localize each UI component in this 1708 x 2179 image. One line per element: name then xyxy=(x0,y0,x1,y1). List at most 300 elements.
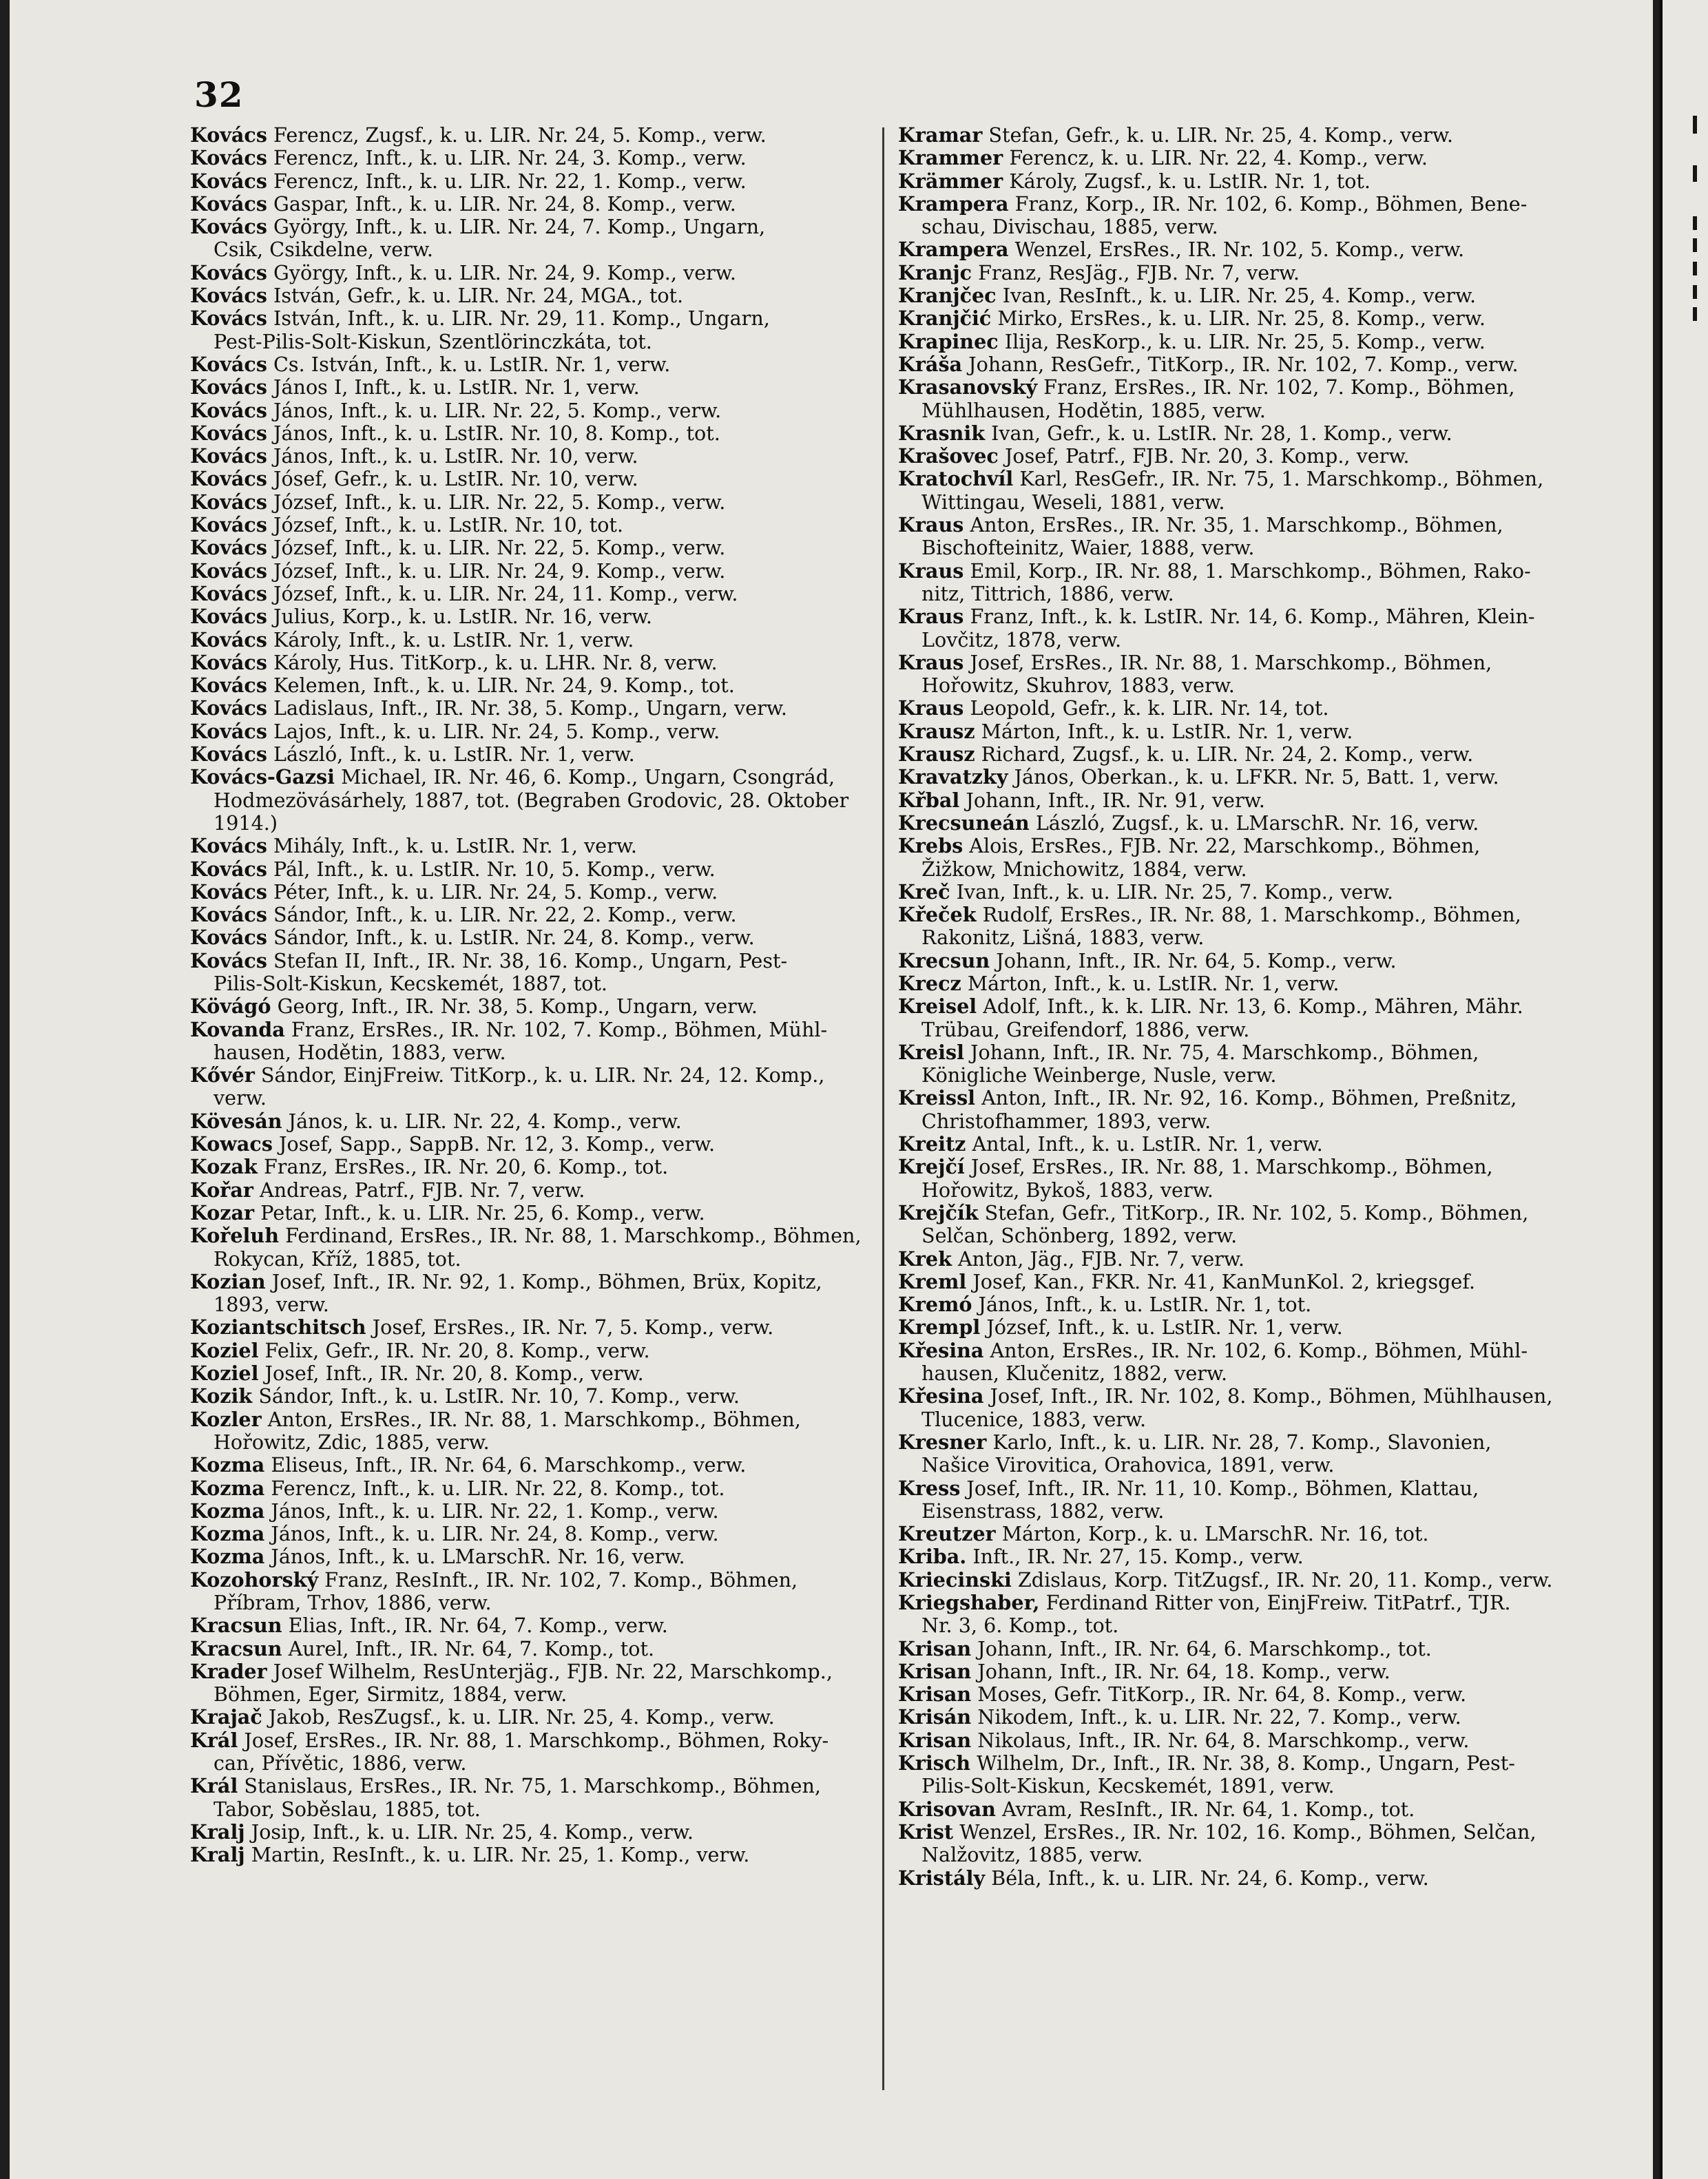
list-entry xyxy=(898,1867,1580,1890)
entry-details: Richard, Zugsf., k. u. LIR. Nr. 24, 2. Komp., verw. xyxy=(981,743,1474,767)
list-entry xyxy=(190,1729,872,1775)
entry-details: Károly, Hus. TitKorp., k. u. LHR. Nr. 8, verw. xyxy=(273,651,718,674)
list-entry xyxy=(190,147,872,169)
entry-surname: Kovács xyxy=(190,582,267,605)
entry-details: Nikodem, Inft., k. u. LIR. Nr. 22, 7. Komp., verw. xyxy=(977,1706,1461,1729)
entry-surname: Krejčík xyxy=(898,1201,979,1224)
entry-surname: Kracsun xyxy=(190,1614,282,1638)
list-entry xyxy=(898,1798,1580,1821)
list-entry xyxy=(898,238,1580,261)
list-entry xyxy=(898,284,1580,307)
list-entry xyxy=(190,399,872,422)
entry-details: Moses, Gefr. TitKorp., IR. Nr. 64, 8. Komp., verw. xyxy=(977,1683,1467,1707)
entry-details: János, Inft., k. u. LIR. Nr. 22, 1. Komp., verw. xyxy=(271,1499,719,1523)
entry-surname: Kovács xyxy=(190,261,267,284)
entry-surname: Kovács xyxy=(190,421,267,445)
entry-details: Lajos, Inft., k. u. LIR. Nr. 24, 5. Komp., verw. xyxy=(273,720,720,743)
entry-continuation: Nr. 3, 6. Komp., tot. xyxy=(921,1614,1119,1638)
entry-surname: Kovács xyxy=(190,376,267,399)
entry-surname: Krist xyxy=(898,1820,954,1844)
entry-details: Michael, IR. Nr. 46, 6. Komp., Ungarn, Csongrád, xyxy=(341,766,835,789)
list-entry xyxy=(190,216,872,262)
list-entry xyxy=(190,904,872,926)
entry-continuation: Mühlhausen, Hodětin, 1885, verw. xyxy=(921,398,1266,422)
entry-surname: Kozler xyxy=(190,1408,262,1431)
entry-surname: Kovács xyxy=(190,926,267,950)
entry-details: Josef, ErsRes., IR. Nr. 88, 1. Marschkomp., Böhmen, xyxy=(970,651,1492,674)
list-entry xyxy=(898,835,1580,881)
list-entry xyxy=(898,605,1580,651)
entry-surname: Krisan xyxy=(898,1660,972,1683)
entry-details: György, Inft., k. u. LIR. Nr. 24, 9. Komp., verw. xyxy=(273,261,736,284)
list-entry xyxy=(898,1041,1580,1087)
entry-details: Emil, Korp., IR. Nr. 88, 1. Marschkomp., Böhmen, Rako- xyxy=(970,559,1531,583)
entry-surname: Kovács xyxy=(190,147,267,170)
entry-details: János, Oberkan., k. u. LFKR. Nr. 5, Batt. 1, verw. xyxy=(1014,766,1499,789)
list-entry xyxy=(898,124,1580,147)
entry-surname: Kovács xyxy=(190,743,267,767)
entry-details: János, Inft., k. u. LstIR. Nr. 10, 8. Komp., tot. xyxy=(273,421,720,445)
entry-details: Josip, Inft., k. u. LIR. Nr. 25, 4. Komp., verw. xyxy=(251,1820,694,1844)
entry-surname: Krisán xyxy=(898,1706,972,1729)
entry-continuation: nitz, Tittrich, 1886, verw. xyxy=(921,581,1174,605)
entry-surname: Kovács xyxy=(190,124,267,147)
entry-details: József, Inft., k. u. LIR. Nr. 22, 5. Komp., verw. xyxy=(273,490,726,514)
left-column xyxy=(190,124,872,1867)
entry-continuation: Csik, Csikdelne, verw. xyxy=(214,238,434,262)
list-entry xyxy=(190,170,872,193)
list-entry xyxy=(190,995,872,1018)
list-entry xyxy=(190,1844,872,1866)
entry-details: Josef, ErsRes., IR. Nr. 88, 1. Marschkomp., Böhmen, Roky- xyxy=(244,1729,829,1752)
entry-details: Antal, Inft., k. u. LstIR. Nr. 1, verw. xyxy=(972,1133,1323,1156)
list-entry xyxy=(898,1592,1580,1638)
entry-surname: Kovács xyxy=(190,880,267,904)
entry-details: Ferencz, Zugsf., k. u. LIR. Nr. 24, 5. Komp., verw. xyxy=(273,124,767,147)
entry-continuation: Bischofteinitz, Waier, 1888, verw. xyxy=(921,536,1255,560)
entry-surname: Kozian xyxy=(190,1270,266,1293)
list-entry xyxy=(190,1179,872,1202)
entry-details: Ivan, Inft., k. u. LIR. Nr. 25, 7. Komp., verw. xyxy=(956,880,1393,904)
entry-details: Johann, Inft., IR. Nr. 75, 4. Marschkomp., Böhmen, xyxy=(970,1041,1479,1064)
entry-surname: Křesina xyxy=(898,1385,984,1408)
list-entry xyxy=(190,353,872,376)
page-number: 32 xyxy=(194,74,244,115)
entry-details: Johann, Inft., IR. Nr. 91, verw. xyxy=(966,789,1265,812)
entry-details: Eliseus, Inft., IR. Nr. 64, 6. Marschkomp., verw. xyxy=(271,1454,747,1477)
entry-surname: Krebs xyxy=(898,835,964,858)
list-entry xyxy=(190,583,872,605)
list-entry xyxy=(190,1821,872,1844)
list-entry xyxy=(898,1752,1580,1798)
list-entry xyxy=(898,720,1580,743)
entry-details: László, Inft., k. u. LstIR. Nr. 1, verw. xyxy=(273,743,635,767)
entry-surname: Kovács xyxy=(190,307,267,331)
list-entry xyxy=(898,1729,1580,1752)
list-entry xyxy=(190,1362,872,1385)
list-entry xyxy=(898,1133,1580,1156)
entry-surname: Kravatzky xyxy=(898,766,1008,789)
list-entry xyxy=(898,1316,1580,1339)
entry-surname: Kovács xyxy=(190,192,267,216)
entry-surname: Krek xyxy=(898,1247,952,1271)
list-entry xyxy=(898,1431,1580,1477)
entry-surname: Krisan xyxy=(898,1729,972,1752)
entry-surname: Kovács xyxy=(190,514,267,537)
entry-details: József, Inft., k. u. LIR. Nr. 22, 5. Komp., verw. xyxy=(273,536,726,560)
entry-surname: Krasanovský xyxy=(898,376,1038,399)
entry-continuation: Wittingau, Weseli, 1881, verw. xyxy=(921,490,1225,514)
list-entry xyxy=(190,720,872,743)
entry-details: György, Inft., k. u. LIR. Nr. 24, 7. Komp., Ungarn, xyxy=(273,216,766,239)
list-entry xyxy=(898,1087,1580,1133)
entry-surname: Krämmer xyxy=(898,169,1003,193)
next-page-text-fragment xyxy=(1693,116,1697,134)
entry-surname: Kráša xyxy=(898,353,963,376)
entry-surname: Krisovan xyxy=(898,1797,996,1821)
entry-surname: Krader xyxy=(190,1660,267,1683)
entry-surname: Kővér xyxy=(190,1064,255,1087)
entry-surname: Kovács xyxy=(190,651,267,674)
entry-details: Sándor, Inft., k. u. LstIR. Nr. 24, 8. Komp., verw. xyxy=(273,926,755,950)
list-entry xyxy=(190,1775,872,1821)
entry-details: Anton, Inft., IR. Nr. 92, 16. Komp., Böhmen, Preßnitz, xyxy=(981,1087,1517,1110)
next-page-text-fragment xyxy=(1693,307,1697,321)
list-entry xyxy=(190,124,872,147)
document-page xyxy=(10,0,1653,2179)
entry-continuation: Rokycan, Kříž, 1885, tot. xyxy=(214,1247,461,1271)
list-entry xyxy=(898,376,1580,422)
next-page-text-fragment xyxy=(1693,285,1697,299)
list-entry xyxy=(898,789,1580,812)
entry-details: Stefan II, Inft., IR. Nr. 38, 16. Komp., Ungarn, Pest- xyxy=(273,949,788,972)
entry-continuation: hausen, Klučenitz, 1882, verw. xyxy=(921,1362,1228,1386)
entry-surname: Kramar xyxy=(898,124,983,147)
next-page-edge xyxy=(1660,0,1708,2179)
entry-details: Karlo, Inft., k. u. LIR. Nr. 28, 7. Komp., Slavonien, xyxy=(992,1430,1492,1454)
list-entry xyxy=(190,1019,872,1065)
entry-details: János, Inft., k. u. LIR. Nr. 22, 5. Komp., verw. xyxy=(273,399,722,422)
list-entry xyxy=(190,950,872,996)
list-entry xyxy=(190,536,872,559)
entry-details: Ferencz, Inft., k. u. LIR. Nr. 22, 8. Komp., tot. xyxy=(271,1477,725,1500)
list-entry xyxy=(190,514,872,536)
list-entry xyxy=(190,1454,872,1477)
entry-continuation: Königliche Weinberge, Nusle, verw. xyxy=(921,1063,1277,1087)
list-entry xyxy=(898,995,1580,1041)
entry-details: Johann, Inft., IR. Nr. 64, 6. Marschkomp., tot. xyxy=(977,1637,1432,1660)
entry-details: Ferencz, Inft., k. u. LIR. Nr. 22, 1. Komp., verw. xyxy=(273,169,747,193)
entry-surname: Kreisl xyxy=(898,1041,964,1064)
entry-details: Franz, ErsRes., IR. Nr. 20, 6. Komp., tot. xyxy=(263,1156,669,1179)
next-page-text-fragment xyxy=(1693,238,1697,252)
entry-details: Anton, Jäg., FJB. Nr. 7, verw. xyxy=(958,1247,1244,1271)
entry-surname: Krasnik xyxy=(898,421,986,445)
entry-surname: Kreisel xyxy=(898,995,977,1019)
list-entry xyxy=(190,1156,872,1178)
entry-details: Josef, Inft., IR. Nr. 92, 1. Komp., Böhmen, Brüx, Kopitz, xyxy=(271,1270,822,1293)
entry-details: Franz, ResJäg., FJB. Nr. 7, verw. xyxy=(978,261,1300,284)
list-entry xyxy=(190,1133,872,1156)
entry-surname: Kreissl xyxy=(898,1087,976,1110)
list-entry xyxy=(190,193,872,216)
list-entry xyxy=(898,1638,1580,1660)
entry-surname: Krašovec xyxy=(898,445,999,468)
entry-surname: Kozohorský xyxy=(190,1568,319,1592)
entry-surname: Kovács xyxy=(190,216,267,239)
list-entry xyxy=(898,1202,1580,1248)
entry-details: József, Inft., k. u. LIR. Nr. 24, 9. Komp., verw. xyxy=(273,559,726,583)
entry-surname: Kövágó xyxy=(190,995,271,1019)
entry-details: János, Inft., k. u. LstIR. Nr. 1, tot. xyxy=(978,1293,1312,1317)
list-entry xyxy=(898,904,1580,950)
list-entry xyxy=(898,1523,1580,1545)
list-entry xyxy=(898,1385,1580,1431)
entry-continuation: Trübau, Greifendorf, 1886, verw. xyxy=(921,1017,1250,1041)
entry-surname: Krecsuneán xyxy=(898,811,1030,835)
entry-surname: Kovács xyxy=(190,857,267,881)
entry-details: László, Zugsf., k. u. LMarschR. Nr. 16, verw. xyxy=(1035,811,1479,835)
entry-continuation: Tabor, Soběslau, 1885, tot. xyxy=(214,1797,481,1821)
list-entry xyxy=(190,422,872,445)
list-entry xyxy=(898,950,1580,972)
entry-details: Josef, Sapp., SappB. Nr. 12, 3. Komp., verw. xyxy=(279,1133,716,1156)
entry-details: Márton, Korp., k. u. LMarschR. Nr. 16, tot. xyxy=(1001,1523,1429,1546)
entry-surname: Kress xyxy=(898,1477,961,1500)
entry-surname: Kreutzer xyxy=(898,1523,996,1546)
entry-surname: Kratochvíl xyxy=(898,468,1014,491)
entry-surname: Kriecinski xyxy=(898,1568,1012,1592)
entry-surname: Kraus xyxy=(898,651,964,674)
entry-surname: Kovács xyxy=(190,536,267,560)
entry-details: Josef, ErsRes., IR. Nr. 7, 5. Komp., verw. xyxy=(372,1316,774,1339)
entry-surname: Kovács xyxy=(190,697,267,720)
list-entry xyxy=(898,1545,1580,1568)
entry-surname: Kozar xyxy=(190,1201,255,1224)
entry-details: József, Inft., k. u. LstIR. Nr. 10, tot. xyxy=(273,514,624,537)
entry-details: József, Inft., k. u. LstIR. Nr. 1, verw. xyxy=(986,1316,1343,1339)
entry-details: Mihály, Inft., k. u. LstIR. Nr. 1, verw. xyxy=(273,835,637,858)
entry-details: Stefan, Gefr., k. u. LIR. Nr. 25, 4. Komp., verw. xyxy=(988,124,1453,147)
entry-continuation: Böhmen, Eger, Sirmitz, 1884, verw. xyxy=(214,1682,567,1707)
entry-surname: Kořar xyxy=(190,1178,253,1202)
entry-surname: Král xyxy=(190,1775,238,1798)
list-entry xyxy=(898,1821,1580,1867)
entry-details: Johann, ResGefr., TitKorp., IR. Nr. 102, 7. Komp., verw. xyxy=(968,353,1519,376)
entry-continuation: 1893, verw. xyxy=(214,1293,329,1317)
entry-details: Ferdinand, ErsRes., IR. Nr. 88, 1. Marschkomp., Böhmen, xyxy=(285,1224,862,1248)
entry-continuation: Hořowitz, Zdic, 1885, verw. xyxy=(214,1430,490,1454)
entry-surname: Krampera xyxy=(898,238,1009,262)
entry-details: Franz, ErsRes., IR. Nr. 102, 7. Komp., Böhmen, Mühl- xyxy=(291,1018,828,1041)
entry-continuation: Pest-Pilis-Solt-Kiskun, Szentlörinczkáta, tot. xyxy=(214,329,652,353)
list-entry xyxy=(190,1500,872,1523)
list-entry xyxy=(898,1569,1580,1592)
list-entry xyxy=(898,307,1580,330)
entry-details: Zdislaus, Korp. TitZugsf., IR. Nr. 20, 11. Komp., verw. xyxy=(1017,1568,1553,1592)
list-entry xyxy=(190,629,872,651)
entry-details: Kelemen, Inft., k. u. LIR. Nr. 24, 9. Komp., tot. xyxy=(273,674,735,698)
entry-surname: Kozma xyxy=(190,1545,265,1569)
entry-surname: Kovács xyxy=(190,468,267,491)
entry-details: Josef, Kan., FKR. Nr. 41, KanMunKol. 2, kriegsgef. xyxy=(972,1270,1475,1293)
entry-details: Andreas, Patrf., FJB. Nr. 7, verw. xyxy=(260,1178,585,1202)
entry-details: Georg, Inft., IR. Nr. 38, 5. Komp., Ungarn, verw. xyxy=(277,995,758,1019)
entry-surname: Kovács xyxy=(190,949,267,972)
entry-details: Jakob, ResZugsf., k. u. LIR. Nr. 25, 4. Komp., verw. xyxy=(268,1706,775,1729)
entry-surname: Kranjčić xyxy=(898,307,992,331)
list-entry xyxy=(190,743,872,766)
entry-details: János, Inft., k. u. LIR. Nr. 24, 8. Komp., verw. xyxy=(271,1523,719,1546)
entry-surname: Krecz xyxy=(898,972,961,995)
list-entry xyxy=(190,1316,872,1339)
entry-surname: Kranjčec xyxy=(898,284,997,308)
entry-surname: Kovács xyxy=(190,720,267,743)
entry-surname: Král xyxy=(190,1729,238,1752)
list-entry xyxy=(190,1408,872,1455)
list-entry xyxy=(898,1248,1580,1271)
entry-details: Stanislaus, ErsRes., IR. Nr. 75, 1. Marschkomp., Böhmen, xyxy=(244,1775,822,1798)
entry-continuation: can, Přívětic, 1886, verw. xyxy=(214,1751,467,1775)
entry-surname: Koziel xyxy=(190,1339,259,1362)
entry-details: Sándor, EinjFreiw. TitKorp., k. u. LIR. Nr. 24, 12. Komp., xyxy=(260,1064,825,1087)
list-entry xyxy=(190,1523,872,1545)
entry-surname: Kovács xyxy=(190,169,267,193)
list-entry xyxy=(898,1477,1580,1523)
entry-details: József, Inft., k. u. LIR. Nr. 24, 11. Komp., verw. xyxy=(273,582,738,605)
entry-surname: Kreč xyxy=(898,880,950,904)
entry-details: János, k. u. LIR. Nr. 22, 4. Komp., verw. xyxy=(288,1109,682,1133)
list-entry xyxy=(898,147,1580,169)
entry-details: Josef, Inft., IR. Nr. 20, 8. Komp., verw. xyxy=(264,1362,644,1386)
entry-surname: Kozak xyxy=(190,1156,258,1179)
entry-continuation: schau, Divischau, 1885, verw. xyxy=(921,215,1218,239)
entry-surname: Krecsun xyxy=(898,949,990,972)
entry-details: Anton, ErsRes., IR. Nr. 102, 6. Komp., Böhmen, Mühl- xyxy=(990,1339,1528,1362)
list-entry xyxy=(190,605,872,628)
entry-surname: Kovács xyxy=(190,445,267,468)
entry-surname: Krapinec xyxy=(898,330,999,353)
entry-details: Franz, ErsRes., IR. Nr. 102, 7. Komp., Böhmen, xyxy=(1043,376,1515,399)
entry-surname: Kriegshaber, xyxy=(898,1592,1040,1614)
entry-surname: Kovács xyxy=(190,674,267,698)
entry-continuation: Eisenstrass, 1882, verw. xyxy=(921,1499,1165,1523)
entry-surname: Kracsun xyxy=(190,1637,282,1660)
entry-details: Ferdinand Ritter von, EinjFreiw. TitPatrf., TJR. xyxy=(1045,1592,1511,1614)
list-entry xyxy=(898,1271,1580,1293)
list-entry xyxy=(190,262,872,284)
entry-surname: Kovanda xyxy=(190,1018,285,1041)
entry-details: Ilija, ResKorp., k. u. LIR. Nr. 25, 5. Komp., verw. xyxy=(1004,330,1486,353)
entry-details: Inft., IR. Nr. 27, 15. Komp., verw. xyxy=(972,1545,1304,1569)
entry-details: Josef, Patrf., FJB. Nr. 20, 3. Komp., verw. xyxy=(1004,445,1410,468)
entry-surname: Kozma xyxy=(190,1477,265,1500)
entry-details: Wenzel, ErsRes., IR. Nr. 102, 5. Komp., verw. xyxy=(1014,238,1465,262)
entry-surname: Kozma xyxy=(190,1523,265,1546)
entry-continuation: hausen, Hodětin, 1883, verw. xyxy=(214,1040,506,1064)
list-entry xyxy=(898,812,1580,835)
entry-surname: Kovács xyxy=(190,399,267,422)
entry-surname: Krausz xyxy=(898,720,975,743)
entry-continuation: Tlucenice, 1883, verw. xyxy=(921,1407,1147,1431)
entry-details: Karl, ResGefr., IR. Nr. 75, 1. Marschkomp., Böhmen, xyxy=(1019,468,1544,491)
entry-details: Aurel, Inft., IR. Nr. 64, 7. Komp., tot. xyxy=(288,1637,655,1660)
list-entry xyxy=(190,376,872,399)
entry-details: Wenzel, ErsRes., IR. Nr. 102, 16. Komp., Böhmen, Selčan, xyxy=(959,1820,1537,1844)
entry-details: Johann, Inft., IR. Nr. 64, 5. Komp., verw. xyxy=(996,949,1397,972)
list-entry xyxy=(898,262,1580,284)
entry-continuation: Hořowitz, Skuhrov, 1883, verw. xyxy=(921,674,1235,698)
entry-details: Josef, Inft., IR. Nr. 11, 10. Komp., Böhmen, Klattau, xyxy=(966,1477,1479,1500)
next-page-text-fragment xyxy=(1693,165,1697,182)
list-entry xyxy=(190,651,872,674)
entry-details: István, Gefr., k. u. LIR. Nr. 24, MGA., tot. xyxy=(273,284,684,308)
list-entry xyxy=(190,1339,872,1362)
entry-surname: Krisan xyxy=(898,1637,972,1660)
list-entry xyxy=(898,1683,1580,1706)
entry-details: Rudolf, ErsRes., IR. Nr. 88, 1. Marschkomp., Böhmen, xyxy=(982,904,1521,927)
entry-details: Károly, Zugsf., k. u. LstIR. Nr. 1, tot. xyxy=(1009,169,1371,193)
entry-surname: Kovács xyxy=(190,835,267,858)
entry-surname: Kraus xyxy=(898,697,964,720)
list-entry xyxy=(898,1660,1580,1683)
entry-surname: Kořeluh xyxy=(190,1224,279,1248)
entry-details: Gaspar, Inft., k. u. LIR. Nr. 24, 8. Komp., verw. xyxy=(273,192,736,216)
entry-continuation: Hodmezövásárhely, 1887, tot. (Begraben Grodovic, 28. Oktober xyxy=(214,788,849,812)
entry-details: Sándor, Inft., k. u. LstIR. Nr. 10, 7. Komp., verw. xyxy=(258,1385,740,1408)
entry-details: Anton, ErsRes., IR. Nr. 88, 1. Marschkomp., Böhmen, xyxy=(267,1408,801,1431)
entry-surname: Kozma xyxy=(190,1454,265,1477)
entry-surname: Krajač xyxy=(190,1706,262,1729)
list-entry xyxy=(898,331,1580,353)
entry-continuation: Pilis-Solt-Kiskun, Kecskemét, 1891, verw. xyxy=(921,1774,1335,1798)
entry-surname: Kowacs xyxy=(190,1133,273,1156)
entry-details: Anton, ErsRes., IR. Nr. 35, 1. Marschkomp., Böhmen, xyxy=(970,514,1503,537)
list-entry xyxy=(190,1614,872,1637)
entry-surname: Krempl xyxy=(898,1316,981,1339)
list-entry xyxy=(898,445,1580,468)
entry-surname: Kovács-Gazsi xyxy=(190,766,335,789)
entry-surname: Kralj xyxy=(190,1820,245,1844)
entry-surname: Kovács xyxy=(190,284,267,308)
list-entry xyxy=(898,743,1580,766)
entry-surname: Kreml xyxy=(898,1270,967,1293)
list-entry xyxy=(898,170,1580,193)
entry-details: Stefan, Gefr., TitKorp., IR. Nr. 102, 5. Komp., Böhmen, xyxy=(984,1201,1529,1224)
entry-continuation: Pilis-Solt-Kiskun, Kecskemét, 1887, tot. xyxy=(214,971,608,995)
list-entry xyxy=(898,560,1580,606)
entry-surname: Kristály xyxy=(898,1866,986,1890)
entry-surname: Kovács xyxy=(190,605,267,629)
entry-details: Mirko, ErsRes., k. u. LIR. Nr. 25, 8. Komp., verw. xyxy=(997,307,1486,331)
entry-continuation: Selčan, Schönberg, 1892, verw. xyxy=(921,1224,1238,1248)
list-entry xyxy=(898,514,1580,560)
list-entry xyxy=(898,353,1580,376)
entry-details: Franz, ResInft., IR. Nr. 102, 7. Komp., Böhmen, xyxy=(324,1568,798,1592)
entry-surname: Kraus xyxy=(898,514,964,537)
entry-details: Johann, Inft., IR. Nr. 64, 18. Komp., verw. xyxy=(977,1660,1391,1683)
next-page-text-fragment xyxy=(1693,262,1697,275)
list-entry xyxy=(190,560,872,583)
entry-details: Franz, Korp., IR. Nr. 102, 6. Komp., Böhmen, Bene- xyxy=(1014,192,1528,216)
list-entry xyxy=(898,422,1580,445)
entry-details: János, Inft., k. u. LstIR. Nr. 10, verw. xyxy=(273,445,638,468)
entry-continuation: 1914.) xyxy=(214,811,278,835)
list-entry xyxy=(190,881,872,904)
list-entry xyxy=(190,1202,872,1224)
entry-surname: Křesina xyxy=(898,1339,984,1362)
entry-details: Ivan, Gefr., k. u. LstIR. Nr. 28, 1. Komp., verw. xyxy=(991,421,1452,445)
